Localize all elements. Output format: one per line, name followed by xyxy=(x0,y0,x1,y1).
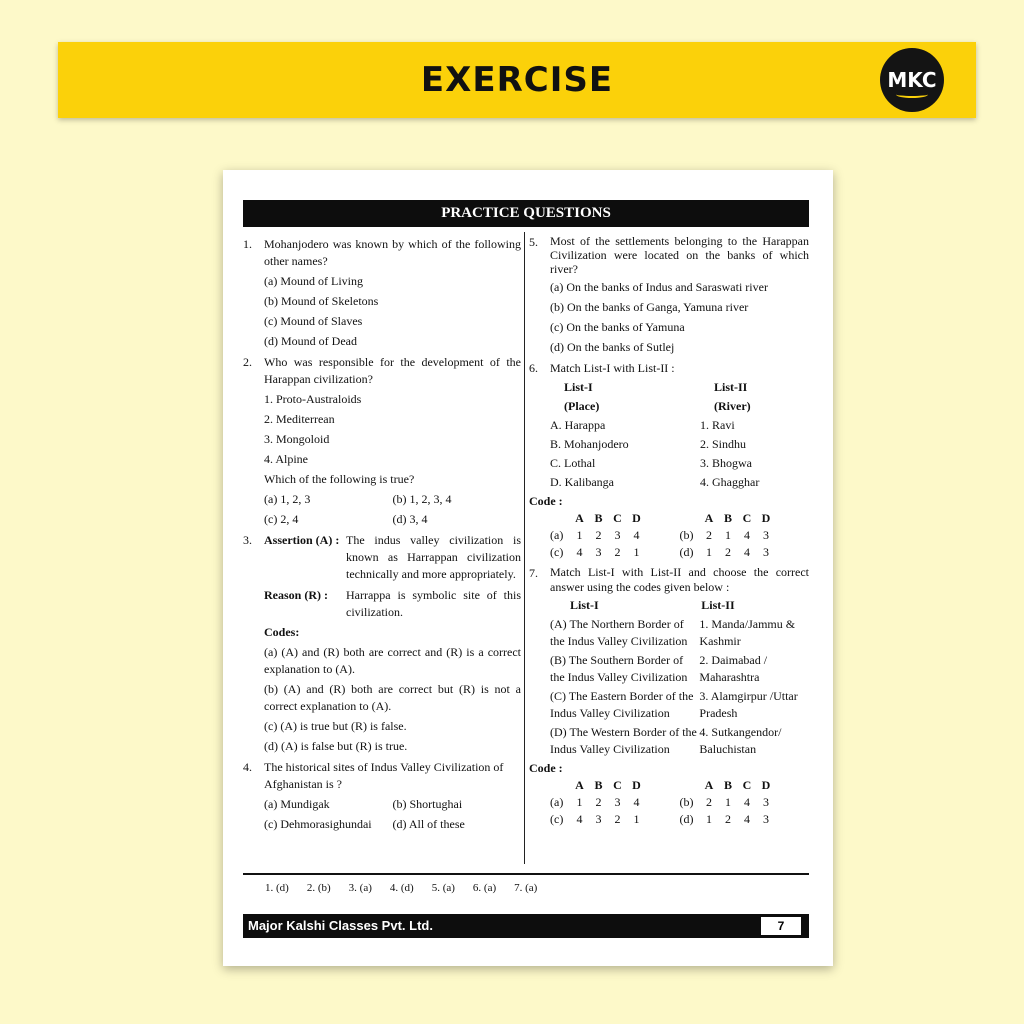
code-value: 1 xyxy=(633,545,640,559)
code-value: 3 xyxy=(595,545,602,559)
options-row xyxy=(264,796,521,813)
list-item: 4. Alpine xyxy=(264,452,308,466)
answer-key xyxy=(265,882,555,894)
code-value: 3 xyxy=(614,528,621,542)
list-2-item: 4. Ghagghar xyxy=(700,475,760,489)
list-row xyxy=(550,455,809,472)
option: (a) Mundigak xyxy=(264,797,330,811)
reason-label: Reason (R) : xyxy=(264,588,328,602)
code-value: 2 xyxy=(595,795,602,809)
option: (d) On the banks of Sutlej xyxy=(550,340,675,354)
code-option: (d) xyxy=(679,545,694,559)
list-headers xyxy=(564,379,809,396)
option: (b) 1, 2, 3, 4 xyxy=(392,492,452,506)
list-headers xyxy=(550,597,809,614)
code-value: 4 xyxy=(744,795,750,809)
code-value: 4 xyxy=(744,545,750,559)
answer: 5. (a) xyxy=(431,882,455,894)
code-row xyxy=(550,794,680,811)
answer: 2. (b) xyxy=(306,882,331,894)
code-value: 3 xyxy=(763,545,769,559)
option: (d) 3, 4 xyxy=(392,512,428,526)
option: (a) Mound of Living xyxy=(264,274,363,288)
question-number: 2. xyxy=(243,355,252,369)
list-2-title: List-II xyxy=(701,598,735,612)
banner-title: EXERCISE xyxy=(420,60,614,100)
code-head: C xyxy=(613,511,622,525)
code-value: 4 xyxy=(576,545,583,559)
code-value: 4 xyxy=(576,812,583,826)
code-option: (d) xyxy=(679,812,694,826)
q7-match-list xyxy=(550,597,809,758)
code-option: (a) xyxy=(550,795,564,809)
code-value: 1 xyxy=(633,812,640,826)
code-head: C xyxy=(613,778,622,792)
code-row xyxy=(680,544,810,561)
mkc-logo xyxy=(880,48,944,112)
list-1-title: List-I xyxy=(570,598,599,612)
code-head: D xyxy=(632,778,641,792)
question-1 xyxy=(243,236,521,350)
question-number: 3. xyxy=(243,533,252,547)
list-2-subtitle: (River) xyxy=(714,399,751,413)
code-head: D xyxy=(761,511,771,525)
code-head: B xyxy=(723,778,732,792)
answer: 3. (a) xyxy=(348,882,372,894)
list-1-item: D. Kalibanga xyxy=(550,475,614,489)
code-value: 3 xyxy=(763,812,769,826)
left-column xyxy=(243,232,521,833)
code-head: B xyxy=(723,511,732,525)
list-item: 1. Proto-Australoids xyxy=(264,392,362,406)
option: (c) 2, 4 xyxy=(264,512,299,526)
code-header-row xyxy=(680,510,810,527)
code-option: (c) xyxy=(550,545,564,559)
option: (c) (A) is true but (R) is false. xyxy=(264,719,407,733)
list-row xyxy=(550,688,809,722)
list-2-item: 2. Daimabad / Maharashtra xyxy=(699,653,768,684)
answer: 7. (a) xyxy=(514,882,538,894)
code-head: D xyxy=(632,511,641,525)
q6-match-list xyxy=(550,417,809,491)
code-value: 2 xyxy=(706,795,712,809)
option: (d) Mound of Dead xyxy=(264,334,357,348)
option: (a) On the banks of Indus and Saraswati river xyxy=(550,280,768,294)
options-row xyxy=(264,511,521,528)
code-row xyxy=(550,527,680,544)
question-text: Who was responsible for the development of the Harappan civilization? xyxy=(264,355,521,386)
list-item: 3. Mongoloid xyxy=(264,432,330,446)
code-option: (b) xyxy=(679,528,694,542)
codes-label: Codes: xyxy=(264,625,300,639)
list-item: 2. Mediterrean xyxy=(264,412,335,426)
options-row xyxy=(264,491,521,508)
list-1-item: A. Harappa xyxy=(550,418,606,432)
answer: 4. (d) xyxy=(389,882,414,894)
book-page xyxy=(223,170,833,966)
page-footer xyxy=(243,914,809,938)
question-2 xyxy=(243,354,521,528)
list-1-item: B. Mohanjodero xyxy=(550,437,629,451)
option: (b) Mound of Skeletons xyxy=(264,294,379,308)
list-row xyxy=(550,616,809,650)
list-1-item: (D) The Western Border of the Indus Valley Civilization xyxy=(550,725,697,756)
option: (b) On the banks of Ganga, Yamuna river xyxy=(550,300,749,314)
assertion-text: The indus valley civilization is known as Harrappan civilization technically and more appropriately. xyxy=(346,533,521,581)
list-row xyxy=(550,436,809,453)
code-row xyxy=(680,527,810,544)
question-text: The historical sites of Indus Valley Civilization of Afghanistan is ? xyxy=(264,760,504,791)
code-value: 1 xyxy=(576,528,583,542)
code-row xyxy=(680,794,810,811)
list-1-item: (C) The Eastern Border of the Indus Valley Civilization xyxy=(550,689,694,720)
code-head: B xyxy=(594,778,603,792)
page-number: 7 xyxy=(761,917,801,935)
list-row xyxy=(550,724,809,758)
answer: 1. (d) xyxy=(265,882,289,894)
code-head: C xyxy=(742,511,752,525)
code-header-row xyxy=(550,510,680,527)
code-label: Code : xyxy=(529,761,563,775)
question-number: 6. xyxy=(529,361,538,375)
list-2-item: 4. Sutkangendor/ Baluchistan xyxy=(699,725,782,756)
code-head: B xyxy=(594,511,603,525)
list-row xyxy=(550,417,809,434)
question-number: 1. xyxy=(243,237,252,251)
code-value: 3 xyxy=(595,812,602,826)
publisher-name: Major Kalshi Classes Pvt. Ltd. xyxy=(248,918,433,933)
header-banner xyxy=(58,42,976,118)
question-number: 7. xyxy=(529,566,538,580)
code-option: (b) xyxy=(679,795,694,809)
q6-code-table xyxy=(550,510,809,561)
code-head: A xyxy=(704,511,714,525)
code-value: 4 xyxy=(744,812,750,826)
code-value: 3 xyxy=(763,528,769,542)
code-value: 1 xyxy=(706,812,712,826)
question-6 xyxy=(529,360,809,415)
list-1-title: List-I xyxy=(564,380,593,394)
option: (a) 1, 2, 3 xyxy=(264,492,311,506)
list-row xyxy=(550,474,809,491)
answers-divider xyxy=(243,873,809,875)
option: (c) On the banks of Yamuna xyxy=(550,320,685,334)
column-divider xyxy=(524,232,525,864)
question-5 xyxy=(529,234,809,356)
list-2-item: 3. Alamgirpur /Uttar Pradesh xyxy=(699,689,798,720)
code-value: 3 xyxy=(763,795,769,809)
code-value: 1 xyxy=(725,795,731,809)
code-row xyxy=(680,811,810,828)
right-column xyxy=(529,232,809,828)
list-1-item: (A) The Northern Border of the Indus Valley Civilization xyxy=(550,617,688,648)
assertion xyxy=(264,532,521,583)
code-value: 4 xyxy=(633,795,640,809)
code-value: 1 xyxy=(706,545,712,559)
question-text: Match List-I with List-II and choose the correct answer using the codes given below : xyxy=(550,565,809,594)
code-label: Code : xyxy=(529,494,563,508)
code-head: A xyxy=(575,778,584,792)
question-3 xyxy=(243,532,521,755)
code-value: 2 xyxy=(725,812,731,826)
practice-questions-header: PRACTICE QUESTIONS xyxy=(243,200,809,227)
code-value: 3 xyxy=(614,795,621,809)
list-2-item: 3. Bhogwa xyxy=(700,456,752,470)
code-option: (a) xyxy=(550,528,564,542)
option: (d) All of these xyxy=(392,817,465,831)
question-text: Match List-I with List-II : xyxy=(550,361,675,375)
logo-swoosh-icon xyxy=(896,91,928,98)
code-value: 2 xyxy=(614,545,621,559)
options-row xyxy=(264,816,521,833)
question-7 xyxy=(529,565,809,595)
code-head: A xyxy=(575,511,584,525)
option: (b) (A) and (R) both are correct but (R) is not a correct explanation to (A). xyxy=(264,682,521,713)
code-value: 2 xyxy=(706,528,712,542)
list-1-item: (B) The Southern Border of the Indus Valley Civilization xyxy=(550,653,688,684)
list-2-item: 1. Manda/Jammu & Kashmir xyxy=(699,617,796,648)
reason xyxy=(264,587,521,621)
question-prompt: Which of the following is true? xyxy=(264,472,415,486)
list-subheaders xyxy=(564,398,809,415)
option: (b) Shortughai xyxy=(392,797,463,811)
code-header-row xyxy=(680,777,810,794)
code-value: 4 xyxy=(744,528,750,542)
code-value: 2 xyxy=(614,812,621,826)
question-number: 4. xyxy=(243,760,252,774)
list-1-item: C. Lothal xyxy=(550,456,596,470)
code-value: 2 xyxy=(725,545,731,559)
code-value: 1 xyxy=(725,528,731,542)
option: (c) Dehmorasighundai xyxy=(264,817,372,831)
answer: 6. (a) xyxy=(472,882,497,894)
code-head: C xyxy=(742,778,752,792)
code-row xyxy=(550,544,680,561)
option: (c) Mound of Slaves xyxy=(264,314,363,328)
logo-text: MKC xyxy=(887,68,937,92)
option: (a) (A) and (R) both are correct and (R) is a correct explanation to (A). xyxy=(264,645,521,676)
code-value: 1 xyxy=(576,795,583,809)
code-value: 4 xyxy=(633,528,640,542)
list-2-title: List-II xyxy=(714,380,748,394)
list-2-item: 1. Ravi xyxy=(700,418,735,432)
list-2-item: 2. Sindhu xyxy=(700,437,747,451)
code-option: (c) xyxy=(550,812,564,826)
q7-code-table xyxy=(550,777,809,828)
question-text: Mohanjodero was known by which of the following other names? xyxy=(264,237,521,268)
code-header-row xyxy=(550,777,680,794)
list-1-subtitle: (Place) xyxy=(564,399,600,413)
list-row xyxy=(550,652,809,686)
code-head: D xyxy=(761,778,771,792)
assertion-label: Assertion (A) : xyxy=(264,533,340,547)
reason-text: Harrappa is symbolic site of this civilization. xyxy=(346,588,521,619)
question-4 xyxy=(243,759,521,833)
code-head: A xyxy=(704,778,714,792)
option: (d) (A) is false but (R) is true. xyxy=(264,739,408,753)
question-number: 5. xyxy=(529,235,538,249)
code-row xyxy=(550,811,680,828)
code-value: 2 xyxy=(595,528,602,542)
question-text: Most of the settlements belonging to the Harappan Civilization were located on the banks of which river? xyxy=(550,234,809,276)
